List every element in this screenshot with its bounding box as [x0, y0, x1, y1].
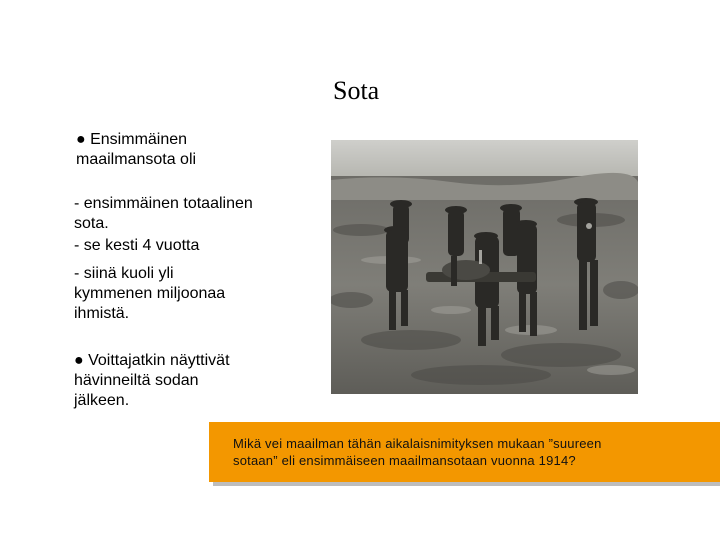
- question-line: sotaan” eli ensimmäiseen maailmansotaan vuonna 1914?: [233, 453, 576, 468]
- slide-title: Sota: [333, 76, 380, 105]
- text-block-war-intro: [76, 130, 276, 170]
- text-line: jälkeen.: [74, 392, 130, 409]
- text-block-victors: [74, 351, 294, 411]
- discussion-question-box: [209, 422, 720, 482]
- text-block-war-facts: [74, 194, 304, 324]
- text-line: - se kesti 4 vuotta: [74, 237, 200, 254]
- text-line: - ensimmäinen totaalinen: [74, 195, 253, 212]
- soldiers-in-mud-illustration: [331, 140, 638, 394]
- text-line: - siinä kuoli yli: [74, 265, 174, 282]
- text-line: hävinneiltä sodan: [74, 372, 199, 389]
- text-line: sota.: [74, 215, 109, 232]
- question-line: Mikä vei maailman tähän aikalaisnimityksen mukaan ”suureen: [233, 436, 602, 451]
- text-line: maailmansota oli: [76, 151, 197, 168]
- text-line: ihmistä.: [74, 305, 130, 322]
- text-line: ● Ensimmäinen: [76, 131, 188, 148]
- text-line: kymmenen miljoonaa: [74, 285, 226, 302]
- war-photo: [331, 140, 638, 394]
- text-line: ● Voittajatkin näyttivät: [74, 352, 230, 369]
